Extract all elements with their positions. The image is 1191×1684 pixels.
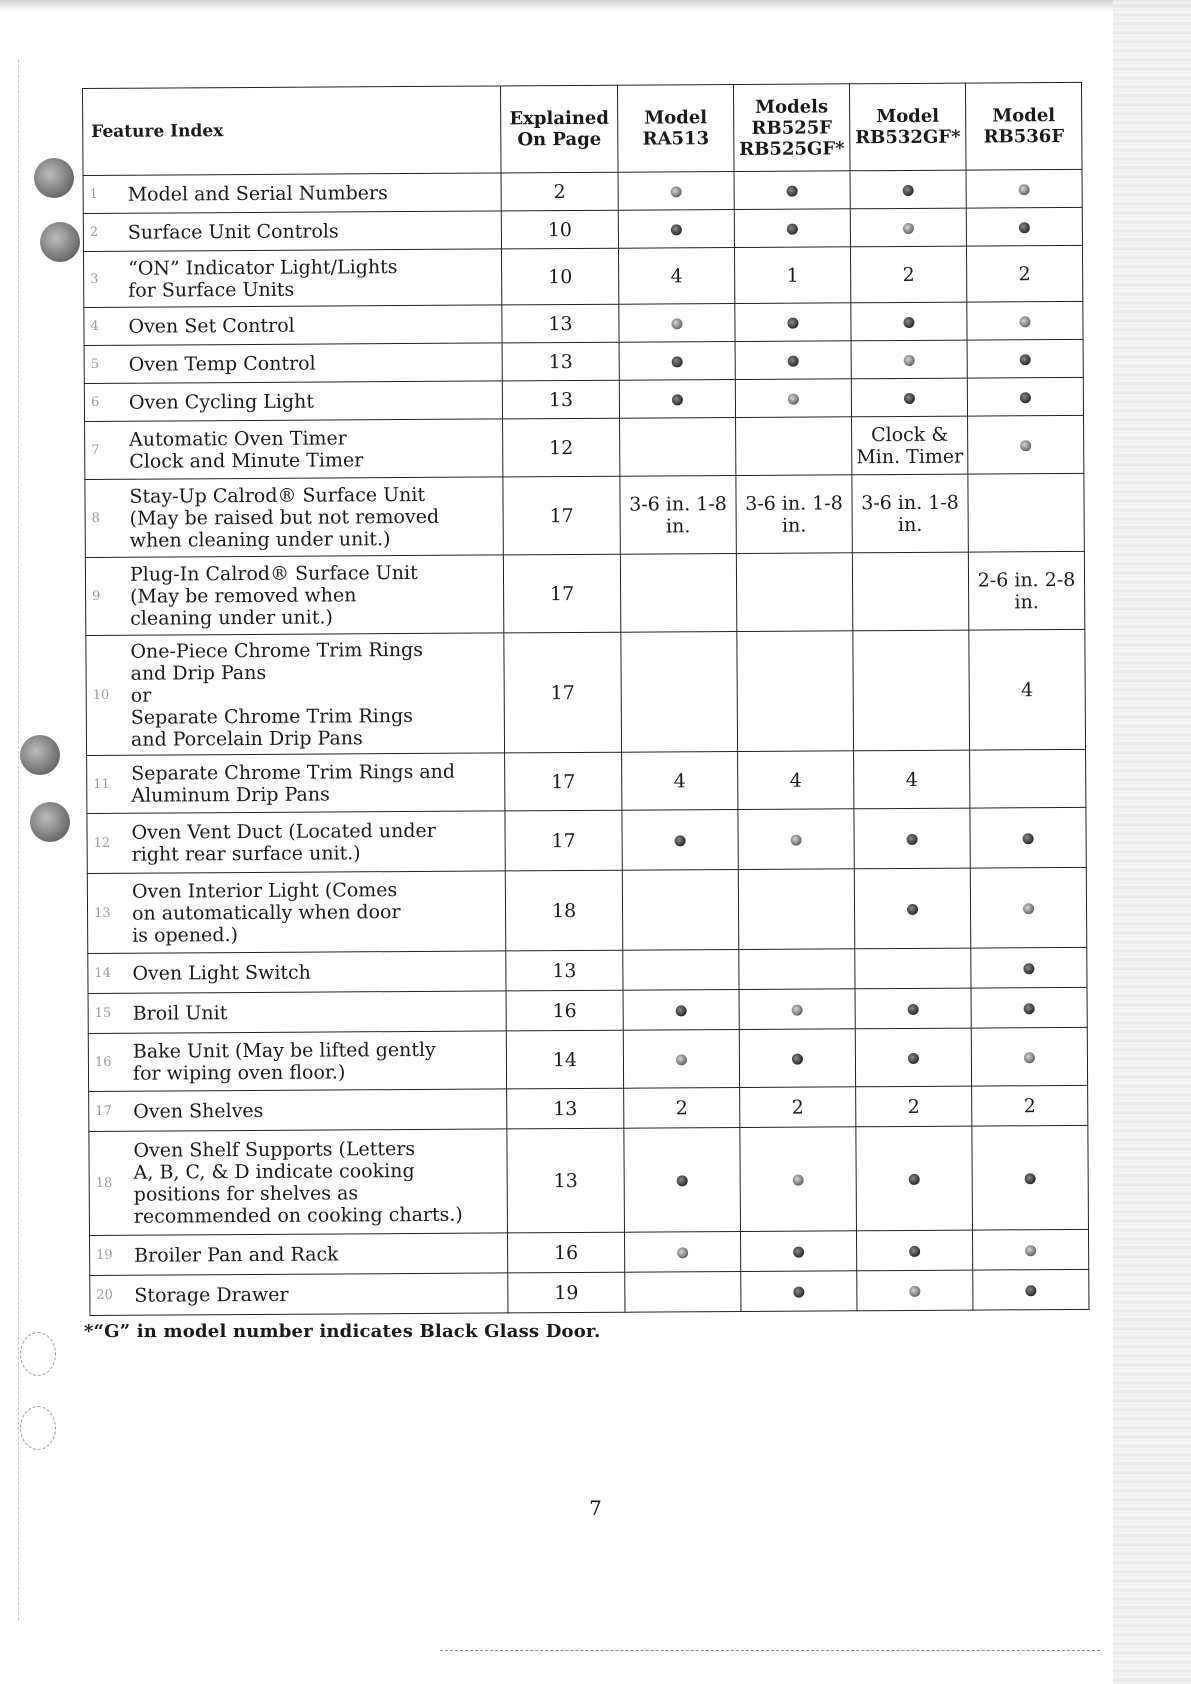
scan-edge-right (1113, 0, 1191, 1684)
feature-number: 8 (91, 510, 100, 526)
scan-edge-left (18, 60, 20, 1620)
model-cell (740, 1127, 857, 1232)
bullet-icon (671, 318, 682, 329)
model-cell (740, 1087, 856, 1128)
model-value: 2 (907, 1095, 920, 1118)
feature-number: 2 (89, 224, 99, 240)
bullet-icon (903, 222, 914, 233)
feature-cell (88, 1031, 506, 1092)
feature-number: 6 (90, 394, 100, 410)
page-number: 7 (589, 1496, 602, 1520)
table-row (87, 867, 1086, 953)
model-cell (736, 475, 852, 554)
feature-number: 11 (93, 776, 110, 792)
scan-edge-top (0, 0, 1191, 12)
model-cell (741, 1271, 857, 1312)
model-cell (736, 417, 852, 476)
bullet-icon (909, 1173, 920, 1184)
feature-index-table (82, 82, 1089, 1316)
model-cell (618, 172, 734, 211)
feature-cell (87, 811, 505, 874)
binder-hole-1 (34, 158, 74, 198)
model-cell (851, 378, 967, 417)
model-cell (740, 1231, 856, 1272)
feature-label-line: (May be removed when (130, 583, 357, 608)
feature-number: 17 (95, 1103, 112, 1119)
model-cell (854, 808, 970, 869)
page-cell: 14 (506, 1030, 623, 1089)
model-cell (622, 870, 738, 951)
feature-label-line: Oven Temp Control (128, 352, 316, 376)
bullet-icon (671, 224, 682, 235)
bullet-icon (1023, 833, 1034, 844)
model-cell (737, 631, 854, 752)
feature-label-line: Oven Light Switch (132, 961, 311, 985)
header-explained-on-page: Explained On Page (500, 85, 618, 173)
table-row (89, 1085, 1088, 1131)
model-cell (854, 750, 970, 809)
model-cell (624, 1088, 740, 1129)
table-row (85, 551, 1084, 635)
bullet-icon (793, 1246, 804, 1257)
feature-number: 9 (92, 588, 101, 604)
binder-hole-5 (20, 1332, 56, 1376)
model-cell (623, 1030, 739, 1089)
model-cell (968, 415, 1084, 474)
header-feature-index: Feature Index (83, 86, 502, 176)
bullet-icon (1025, 1285, 1036, 1296)
feature-number: 5 (90, 356, 100, 372)
model-cell (853, 630, 970, 751)
feature-label-line: on automatically when door (131, 900, 401, 925)
model-value: 4 (1021, 678, 1034, 701)
model-cell (619, 380, 735, 419)
scan-edge-bottom (440, 1650, 1100, 1651)
feature-cell (89, 1089, 507, 1132)
feature-number: 20 (96, 1287, 113, 1303)
model-cell (736, 553, 852, 632)
bullet-icon (672, 394, 683, 405)
feature-label-line: recommended on cooking charts.) (133, 1203, 463, 1228)
model-value: 2 (1018, 262, 1031, 285)
model-cell (851, 340, 967, 379)
table-row (90, 1229, 1089, 1275)
model-cell (855, 1028, 971, 1087)
feature-cell (87, 871, 505, 954)
feature-label-line: Oven Shelf Supports (Letters (133, 1137, 416, 1162)
feature-label-line: when cleaning under unit.) (129, 527, 391, 552)
model-cell (855, 948, 971, 989)
table-row (85, 415, 1084, 479)
table-row (84, 377, 1083, 421)
model-value: 2-6 in. 2-8 in. (977, 568, 1076, 613)
feature-label-line: and Drip Pans (130, 661, 267, 685)
bullet-icon (903, 184, 914, 195)
model-cell (734, 247, 850, 304)
page-cell: 13 (502, 380, 619, 419)
model-cell (967, 339, 1083, 378)
feature-cell (87, 753, 505, 814)
model-cell (622, 810, 738, 871)
model-cell (856, 1126, 973, 1231)
page-cell: 2 (501, 172, 618, 211)
feature-label-line: Automatic Oven Timer (129, 426, 347, 451)
bullet-icon (1024, 1003, 1035, 1014)
feature-number: 15 (94, 1005, 112, 1021)
bullet-icon (677, 1247, 688, 1258)
model-cell (966, 245, 1082, 302)
feature-label-line: for wiping oven floor.) (132, 1060, 346, 1085)
page-cell: 17 (505, 810, 622, 871)
feature-number: 18 (95, 1175, 113, 1191)
bullet-icon (1024, 1052, 1035, 1063)
model-cell (623, 950, 739, 991)
model-cell (852, 552, 968, 631)
page-cell: 17 (503, 554, 620, 633)
feature-label-line: Stay-Up Calrod® Surface Unit (129, 483, 426, 508)
model-cell (972, 1085, 1088, 1126)
model-cell (738, 869, 854, 950)
page-cell: 17 (505, 752, 622, 811)
page-cell: 19 (508, 1272, 625, 1313)
feature-label-line: One-Piece Chrome Trim Rings (130, 638, 424, 663)
feature-cell (90, 1273, 508, 1316)
model-cell (856, 1230, 972, 1271)
feature-label-line: Oven Cycling Light (128, 390, 315, 414)
feature-number: 14 (94, 965, 111, 981)
model-cell (969, 629, 1086, 750)
model-cell (624, 1231, 740, 1272)
model-value: 3-6 in. 1-8 in. (745, 491, 843, 537)
feature-number: 12 (93, 835, 111, 851)
bullet-icon (792, 1053, 803, 1064)
feature-label-line: Bake Unit (May be lifted gently (132, 1038, 436, 1063)
model-cell (620, 418, 736, 477)
feature-label-line: Oven Interior Light (Comes (131, 878, 398, 903)
feature-cell (85, 477, 503, 558)
bullet-icon (908, 1052, 919, 1063)
model-cell (970, 807, 1086, 868)
bullet-icon (1023, 963, 1034, 974)
page-cell: 13 (507, 1088, 624, 1129)
model-cell (739, 989, 855, 1030)
table-row (88, 947, 1087, 993)
model-cell (852, 416, 968, 475)
table-row (87, 807, 1086, 873)
bullet-icon (788, 355, 799, 366)
bullet-icon (909, 1245, 920, 1256)
feature-label-line: Oven Shelves (133, 1099, 264, 1123)
model-cell (970, 867, 1086, 948)
bullet-icon (671, 186, 682, 197)
feature-label-line: Separate Chrome Trim Rings (130, 704, 414, 729)
model-value: 3-6 in. 1-8 in. (861, 491, 959, 536)
model-cell (735, 379, 851, 418)
bullet-icon (677, 1175, 688, 1186)
model-cell (620, 476, 736, 555)
table-row (87, 749, 1086, 813)
model-cell (851, 302, 967, 341)
bullet-icon (1020, 440, 1031, 451)
model-cell (970, 749, 1086, 808)
bullet-icon (791, 834, 802, 845)
model-value: 2 (1023, 1094, 1036, 1117)
feature-cell (84, 381, 502, 422)
model-cell (850, 246, 966, 303)
table-row (90, 1269, 1089, 1315)
model-cell (734, 171, 850, 210)
model-cell (623, 990, 739, 1031)
feature-number: 16 (94, 1054, 112, 1070)
table-row (84, 339, 1083, 383)
feature-label-line: Separate Chrome Trim Rings and (131, 760, 456, 785)
bullet-icon (1019, 222, 1030, 233)
model-cell (735, 341, 851, 380)
table-row (83, 207, 1082, 251)
model-cell (972, 1229, 1088, 1270)
bullet-icon (787, 317, 798, 328)
bullet-icon (793, 1286, 804, 1297)
bullet-icon (676, 1005, 687, 1016)
page-cell: 13 (507, 1128, 625, 1233)
feature-label-line: positions for shelves as (133, 1181, 359, 1206)
bullet-icon (908, 1003, 919, 1014)
feature-label-line: A, B, C, & D indicate cooking (133, 1159, 415, 1184)
bullet-icon (676, 1054, 687, 1065)
bullet-icon (1019, 184, 1030, 195)
model-cell (971, 947, 1087, 988)
page-cell: 17 (504, 632, 622, 753)
model-cell (738, 809, 854, 870)
model-value: 1 (786, 264, 799, 287)
feature-cell (86, 633, 505, 756)
model-cell (971, 987, 1087, 1028)
header-row (83, 82, 1083, 175)
feature-label-line: is opened.) (132, 923, 239, 947)
feature-label-line: Plug-In Calrod® Surface Unit (129, 561, 418, 586)
page-cell: 13 (502, 304, 619, 343)
feature-label-line: Surface Unit Controls (127, 219, 339, 244)
binder-hole-4 (30, 802, 70, 842)
model-cell (854, 868, 970, 949)
model-cell (971, 1027, 1087, 1086)
bullet-icon (904, 354, 915, 365)
model-cell (852, 474, 968, 553)
model-cell (973, 1269, 1089, 1310)
model-cell (967, 301, 1083, 340)
binder-hole-2 (40, 222, 80, 262)
bullet-icon (672, 356, 683, 367)
table-row (83, 169, 1082, 213)
model-cell (625, 1271, 741, 1312)
bullet-icon (1020, 392, 1031, 403)
model-cell (735, 303, 851, 342)
header-model-rb536f: Model RB536F (965, 82, 1082, 170)
feature-label-line: Clock and Minute Timer (129, 448, 364, 473)
model-cell (850, 170, 966, 209)
model-cell (618, 248, 734, 305)
feature-cell (83, 249, 501, 308)
bullet-icon (792, 1004, 803, 1015)
bullet-icon (793, 1174, 804, 1185)
feature-cell (83, 173, 501, 214)
feature-number: 1 (89, 186, 98, 202)
model-cell (624, 1128, 741, 1233)
bullet-icon (788, 393, 799, 404)
model-cell (850, 208, 966, 247)
feature-number: 10 (92, 687, 110, 703)
feature-number: 7 (91, 442, 100, 458)
feature-label-line: Oven Vent Duct (Located under (131, 819, 436, 844)
table-row (88, 987, 1087, 1033)
bullet-icon (904, 392, 915, 403)
model-cell (739, 1029, 855, 1088)
bullet-icon (907, 833, 918, 844)
page-cell: 17 (503, 476, 620, 555)
model-cell (619, 342, 735, 381)
table-row (86, 629, 1086, 755)
model-cell (967, 377, 1083, 416)
feature-label-line: cleaning under unit.) (130, 605, 333, 630)
model-value: 4 (905, 768, 918, 791)
page-cell: 12 (503, 418, 620, 477)
bullet-icon (903, 316, 914, 327)
model-cell (968, 551, 1084, 630)
model-value: 4 (670, 264, 683, 287)
feature-number: 13 (93, 905, 111, 921)
feature-label-line: or (130, 684, 152, 707)
page-cell: 16 (506, 990, 623, 1031)
feature-cell (85, 555, 503, 636)
footnote: *“G” in model number indicates Black Glass Door. (84, 1321, 601, 1342)
feature-cell (84, 305, 502, 346)
table-row (89, 1125, 1089, 1235)
page-cell: 10 (501, 210, 618, 249)
table-row (83, 245, 1082, 307)
bullet-icon (787, 223, 798, 234)
page-cell: 18 (505, 870, 622, 951)
model-cell (739, 949, 855, 990)
model-value: Clock & Min. Timer (856, 423, 964, 468)
model-value: 4 (673, 769, 686, 792)
page-cell: 10 (501, 248, 618, 305)
bullet-icon (907, 903, 918, 914)
model-cell (734, 209, 850, 248)
feature-label-line: “ON” Indicator Light/Lights (128, 255, 398, 280)
model-value: 2 (791, 1096, 804, 1119)
table-row (84, 301, 1083, 345)
feature-cell (89, 1129, 508, 1236)
bullet-icon (1025, 1173, 1036, 1184)
feature-cell (85, 419, 503, 480)
model-cell (968, 473, 1084, 552)
header-model-rb532gf: Model RB532GF* (849, 83, 966, 171)
page-cell: 13 (506, 950, 623, 991)
table-row (85, 473, 1084, 557)
bullet-icon (787, 185, 798, 196)
model-cell (855, 988, 971, 1029)
feature-label-line: Broil Unit (132, 1001, 228, 1025)
model-value: 2 (902, 263, 915, 286)
feature-label-line: for Surface Units (128, 278, 295, 302)
model-cell (620, 554, 736, 633)
bullet-icon (1025, 1245, 1036, 1256)
feature-cell (83, 211, 501, 252)
model-cell (966, 169, 1082, 208)
bullet-icon (909, 1285, 920, 1296)
feature-cell (90, 1233, 508, 1276)
header-model-rb525f: Models RB525F RB525GF* (733, 84, 850, 172)
feature-label-line: Oven Set Control (128, 314, 295, 338)
feature-label-line: and Porcelain Drip Pans (130, 726, 363, 751)
feature-number: 3 (90, 271, 99, 287)
model-cell (619, 304, 735, 343)
bullet-icon (1020, 354, 1031, 365)
binder-hole-6 (20, 1406, 56, 1450)
feature-number: 19 (96, 1247, 113, 1263)
model-cell (972, 1125, 1089, 1230)
feature-label-line: Storage Drawer (134, 1283, 289, 1307)
feature-cell (88, 991, 506, 1034)
feature-label-line: (May be raised but not removed (129, 505, 440, 530)
binder-hole-3 (20, 735, 60, 775)
model-value: 4 (789, 769, 802, 792)
bullet-icon (1023, 903, 1034, 914)
feature-cell (84, 343, 502, 384)
model-cell (622, 752, 738, 811)
feature-label-line: Broiler Pan and Rack (134, 1242, 339, 1267)
feature-label-line: Aluminum Drip Pans (131, 782, 330, 807)
page-cell: 13 (502, 342, 619, 381)
bullet-icon (675, 835, 686, 846)
model-cell (621, 632, 738, 753)
model-value: 2 (675, 1096, 688, 1119)
model-cell (857, 1270, 973, 1311)
model-cell (618, 210, 734, 249)
model-cell (856, 1086, 972, 1127)
feature-label-line: Model and Serial Numbers (127, 181, 388, 206)
model-cell (966, 207, 1082, 246)
feature-number: 4 (90, 318, 99, 334)
header-model-ra513: Model RA513 (617, 85, 734, 173)
feature-cell (88, 951, 506, 994)
model-value: 3-6 in. 1-8 in. (629, 492, 727, 537)
feature-label-line: right rear surface unit.) (131, 841, 361, 866)
table-row (88, 1027, 1087, 1091)
bullet-icon (1019, 316, 1030, 327)
model-cell (738, 751, 854, 810)
page-cell: 16 (508, 1232, 625, 1273)
